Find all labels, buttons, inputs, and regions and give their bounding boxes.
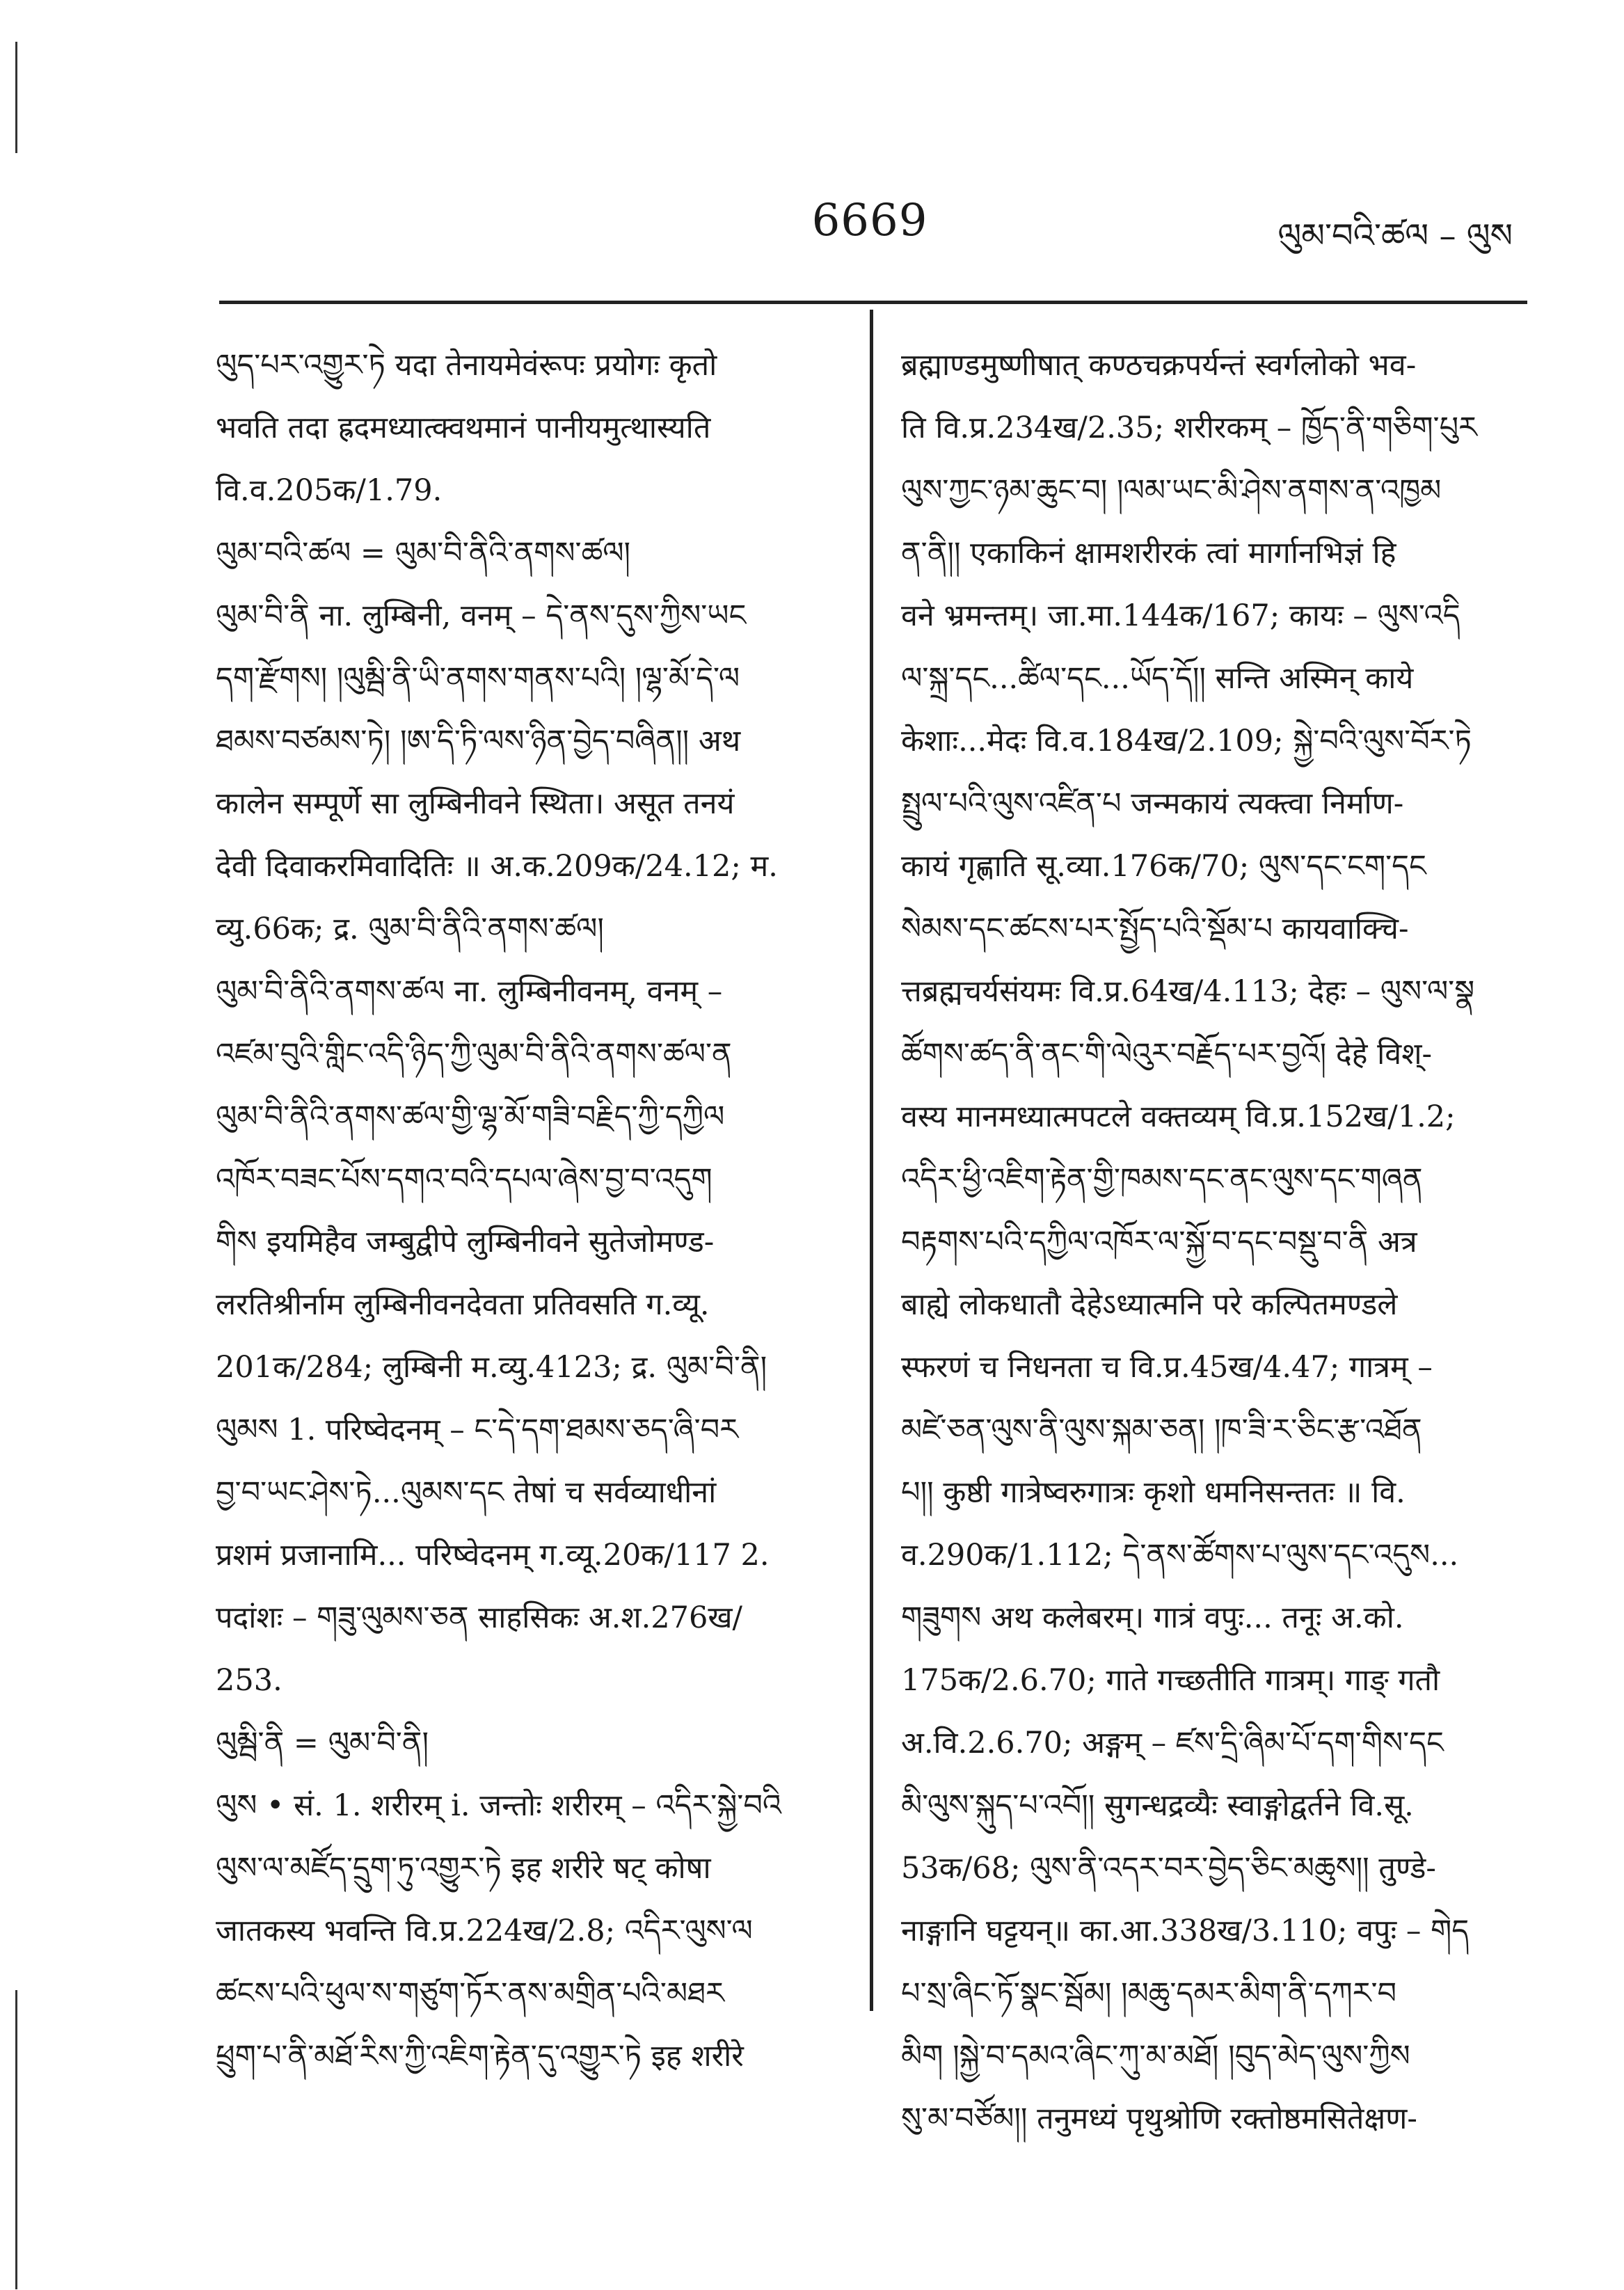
text-line: སེམས་དང་ཚངས་པར་སྤྱོད་པའི་སྡོམ་པ कायवाक्चि-	[901, 912, 1409, 946]
text-line: འདིར་ཕྱི་འཇིག་རྟེན་གྱི་ཁམས་དང་ནང་ལུས་དང་གཞན	[901, 1162, 1423, 1197]
text-line: ब्रह्माण्डमुष्णीषात् कण्ठचक्रपर्यन्तं स्वर्गलोको भव-	[901, 348, 1417, 383]
text-line: ལུམ་བི་ནི ना. लुम्बिनी, वनम् – དེ་ནས་དུས་ཀྱིས་ཡང	[216, 598, 747, 633]
text-line: དག་རྫོགས། །ལུམྦི་ནི་ཡི་ནགས་གནས་པའི། །ལྷ་མོ་དེ་ལ	[216, 661, 740, 696]
text-line: त्तब्रह्मचर्यसंयमः वि.प्र.64ख/4.113; देहः – ལུས་ལ་སྣ	[901, 974, 1475, 1009]
text-line: पदांशः – གཟུ་ལུམས་ཅན साहसिकः अ.श.276ख/	[216, 1600, 743, 1635]
text-line: ལུད་པར་འགྱུར་ཏེ यदा तेनायमेवंरूपः प्रयोगः कृतो	[216, 348, 717, 383]
text-line: མིག །སྐྱེ་བ་དམའ་ཞིང་ཀུ་མ་མཐོ། །བུད་མེད་ལུས་ཀྱིས	[901, 2039, 1410, 2074]
text-line: འཁོར་བཟང་པོས་དགའ་བའི་དཔལ་ཞེས་བྱ་བ་འདུག	[216, 1162, 713, 1197]
text-line: व.290क/1.112; དེ་ནས་ཚོགས་པ་ལུས་དང་འདུས...	[901, 1538, 1459, 1573]
text-line: 175क/2.6.70; गाते गच्छतीति गात्रम्। गाङ् गतौ	[901, 1663, 1440, 1698]
text-line: ལུམ་བའི་ཚལ = ལུམ་བི་ནིའི་ནགས་ཚལ།	[216, 536, 631, 571]
text-line: 53क/68; ལུས་ནི་འདར་བར་བྱེད་ཅིང་མཆུས།། तुण्डे-	[901, 1851, 1436, 1886]
text-line: པ།། कुष्ठी गात्रेष्वरुगात्रः कृशो धमनिसन्ततः ॥ वि.	[901, 1475, 1406, 1510]
text-line: केशाः...मेदः वि.व.184ख/2.109; སྐྱེ་བའི་ལུས་བོར་ཏེ	[901, 724, 1472, 758]
text-line: व्यु.66क; द्र. ལུམ་བི་ནིའི་ནགས་ཚལ།	[216, 912, 604, 946]
text-line: कालेन सम्पूर्णे सा लुम्बिनीवने स्थिता। असूत तनयं	[216, 786, 735, 821]
text-line: པ་སྲ་ཞིང་ཏོ་སྣང་སྦོམ། །མཆུ་དམར་མིག་ནི་དཀར་བ	[901, 1976, 1397, 2011]
text-line: 201क/284; लुम्बिनी म.व्यु.4123; द्र. ལུམ་བི་ནི།	[216, 1350, 767, 1385]
text-line: བརྟགས་པའི་དཀྱིལ་འཁོར་ལ་སྐྱོ་བ་དང་བསྡུ་བ་ནི अत्र	[901, 1225, 1417, 1259]
text-line: ཚངས་པའི་ཕུལ་ས་གཙུག་ཏོར་ནས་མགྲིན་པའི་མཐར	[216, 1976, 724, 2011]
text-line: བྱ་བ་ཡང་ཤེས་ཏེ...ལུམས་དང तेषां च सर्वव्याधीनां	[216, 1475, 717, 1510]
text-line: कायं गृह्णाति सू.व्या.176क/70; ལུས་དང་ངག་དང	[901, 849, 1426, 884]
text-line: प्रशमं प्रजानामि... परिष्वेदनम् ग.व्यू.20क/117 2.	[216, 1538, 770, 1573]
page-number: 6669	[811, 195, 928, 246]
text-line: ཕྲུག་པ་ནི་མཐོ་རིས་ཀྱི་འཇིག་རྟེན་དུ་འགྱུར་ཏེ इह शरीरे	[216, 2039, 744, 2074]
binding-edge-line	[15, 1990, 17, 2289]
text-line: भवति तदा ह्रदमध्यात्क्वथमानं पानीयमुत्थास्यति	[216, 411, 711, 445]
text-line: नाङ्गानि घट्टयन्॥ का.आ.338ख/3.110; वपुः – གེད	[901, 1914, 1470, 1948]
text-line: མི་ལུས་སྐུད་པ་འབོ།། सुगन्धद्रव्यैः स्वाङ्गोद्वर्तने वि.सू.	[901, 1788, 1414, 1823]
text-line: གིས इयमिहैव जम्बुद्वीपे लुम्बिनीवने सुतेजोमण्ड-	[216, 1225, 715, 1259]
right-column	[901, 334, 1527, 2136]
text-line: སྤྲུལ་པའི་ལུས་འཛིན་པ जन्मकायं त्यक्त्वा निर्माण-	[901, 786, 1404, 821]
text-line: ལུམ་བི་ནིའི་ནགས་ཚལ་གྱི་ལྷ་མོ་གཟི་བརྗིད་ཀྱི་དཀྱིལ	[216, 1099, 725, 1134]
text-line: जातकस्य भवन्ति वि.प्र.224ख/2.8; འདིར་ལུས་ལ	[216, 1914, 753, 1948]
text-line: ལུས་ཀྱང་ཉམ་ཆུང་བ། །ལམ་ཡང་མི་ཤེས་ནགས་ན་འཁྱམ	[901, 473, 1442, 508]
text-line: ལུམས 1. परिष्वेदनम् – ང་དེ་དག་ཐམས་ཅད་ཞི་བར	[216, 1413, 739, 1447]
text-line: ལུས་ལ་མཛོད་དྲུག་ཏུ་འགྱུར་ཏེ इह शरीरे षट् कोषा	[216, 1851, 711, 1886]
running-head: ལུམ་བའི་ཚལ – ལུས	[1277, 216, 1513, 255]
text-line: ལུམ་བི་ནིའི་ནགས་ཚལ ना. लुम्बिनीवनम्, वनम् –	[216, 974, 723, 1009]
text-line: གཟུགས अथ कलेबरम्। गात्रं वपुः... तनूः अ.को.	[901, 1600, 1404, 1635]
text-line: वने भ्रमन्तम्। जा.मा.144क/167; कायः – ལུས་འདི	[901, 598, 1460, 633]
text-line: 253.	[216, 1663, 282, 1698]
text-line: अ.वि.2.6.70; अङ्गम् – ཛས་དྲི་ཞིམ་པོ་དག་གིས་དང	[901, 1726, 1444, 1760]
text-line: देवी दिवाकरमिवादितिः ॥ अ.क.209क/24.12; म.	[216, 849, 778, 884]
text-line: बाह्ये लोकधातौ देहेऽध्यात्मनि परे कल्पितमण्डले	[901, 1287, 1398, 1322]
text-line: वस्य मानमध्यात्मपटले वक्तव्यम् वि.प्र.152ख/1.2;	[901, 1099, 1456, 1134]
text-line: लरतिश्रीर्नाम लुम्बिनीवनदेवता प्रतिवसति ग.व्यू.	[216, 1287, 710, 1322]
text-line: ཚོགས་ཚད་ནི་ནང་གི་ལེའུར་བརྗོད་པར་བྱའོ། देहे विश्-	[901, 1037, 1432, 1072]
binding-edge-line	[15, 42, 17, 153]
text-line: ལུས • सं. 1. शरीरम् i. जन्तोः शरीरम् – འདིར་སྐྱེ་བའི	[216, 1788, 781, 1823]
text-line: स्फरणं च निधनता च वि.प्र.45ख/4.47; गात्रम् –	[901, 1350, 1433, 1385]
text-line: མཛེ་ཅན་ལུས་ནི་ལུས་སྐམ་ཅན། །ཁ་ཟི་ར་ཅིང་རྩ་འཐོན	[901, 1413, 1422, 1447]
left-column	[216, 334, 842, 2074]
header-rule	[219, 301, 1527, 304]
text-line: ལ་སྐྲ་དང...ཚིལ་དང...ཡོད་དོ།། सन्ति अस्मिन् काये	[901, 661, 1414, 696]
text-line: ལུམྦི་ནི = ལུམ་བི་ནི།	[216, 1726, 429, 1760]
text-line: སུ་མ་བཙོམ།། तनुमध्यं पृथुश्रोणि रक्तोष्ठमसितेक्षण-	[901, 2101, 1417, 2136]
text-line: ति वि.प्र.234ख/2.35; शरीरकम् – ཁྱོད་ནི་གཅིག་པུར	[901, 411, 1477, 445]
column-divider	[870, 310, 873, 2011]
text-line: འཛམ་བུའི་གླིང་འདི་ཉིད་ཀྱི་ལུམ་བི་ནིའི་ནགས་ཚལ་ན	[216, 1037, 732, 1072]
text-line: वि.व.205क/1.79.	[216, 473, 443, 508]
text-line: ན་ནི།། एकाकिनं क्षामशरीरकं त्वां मार्गानभिज्ञं हि	[901, 536, 1396, 571]
text-line: ཐམས་བཙམས་ཏེ། །ཨ་དི་ཏི་ལས་ཉིན་བྱེད་བཞིན།། अथ	[216, 724, 741, 758]
